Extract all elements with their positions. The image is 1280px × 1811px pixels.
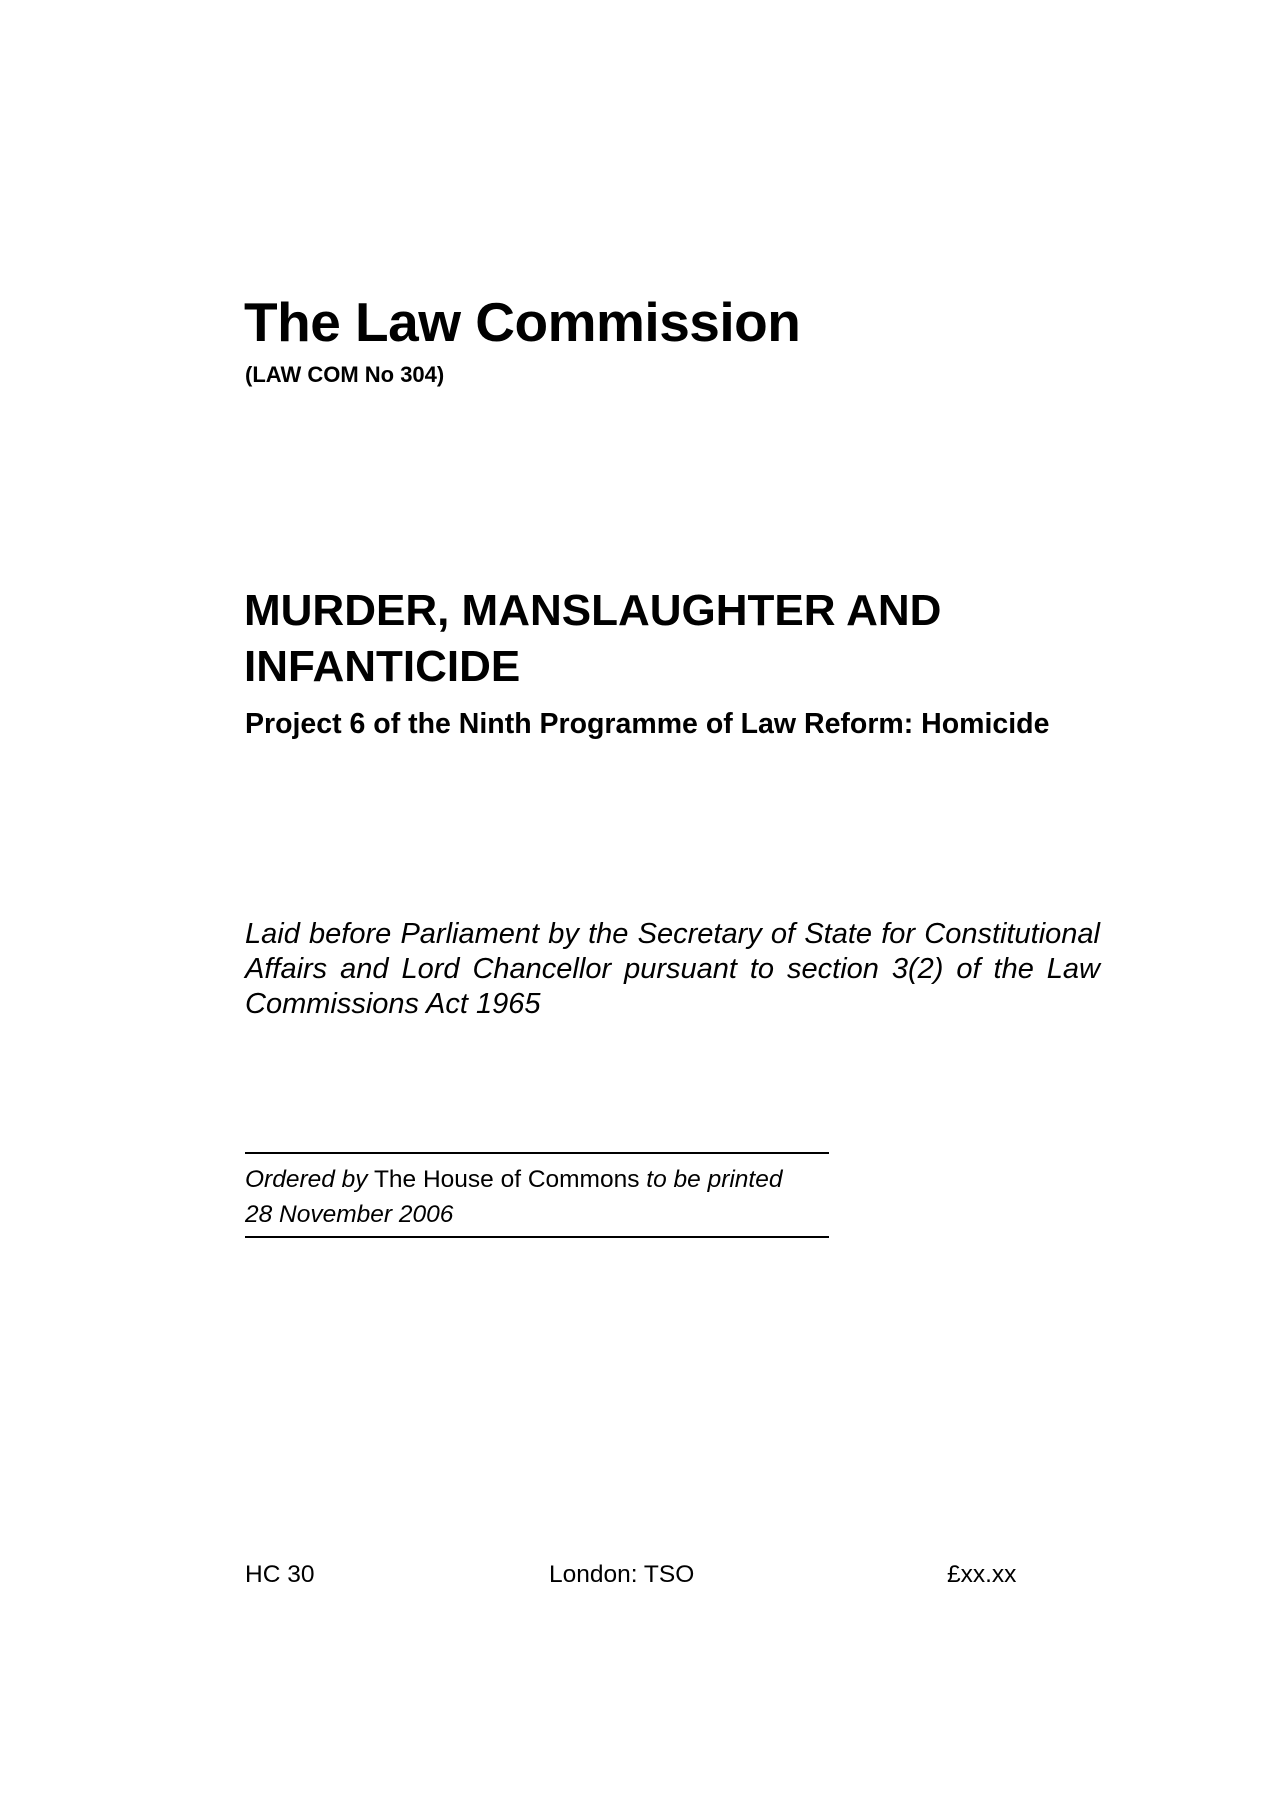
ordered-by-text: Ordered by [245, 1166, 368, 1193]
laid-before-parliament-statement: Laid before Parliament by the Secretary of State for Constitutional Affairs and Lord Chancellor pursuant to section 3(2) of the Law Commissions Act 1965 [245, 918, 1100, 1020]
publisher: London: TSO [549, 1561, 695, 1588]
paper-number: HC 30 [245, 1561, 315, 1588]
house-name: The House of Commons [373, 1166, 640, 1193]
order-date: 28 November 2006 [245, 1201, 454, 1228]
main-heading [244, 583, 1144, 695]
project-subtitle: Project 6 of the Ninth Programme of Law Reform: Homicide [245, 708, 1050, 740]
price: £xx.xx [947, 1561, 1017, 1588]
bottom-divider [245, 1236, 829, 1238]
to-be-printed-text: to be printed [646, 1166, 783, 1193]
main-heading-line-1: MURDER, MANSLAUGHTER AND [244, 586, 942, 635]
order-line [245, 1166, 783, 1194]
document-title: The Law Commission [244, 291, 801, 353]
report-number: (LAW COM No 304) [245, 362, 445, 387]
main-heading-line-2: INFANTICIDE [244, 642, 521, 691]
top-divider [245, 1152, 829, 1154]
